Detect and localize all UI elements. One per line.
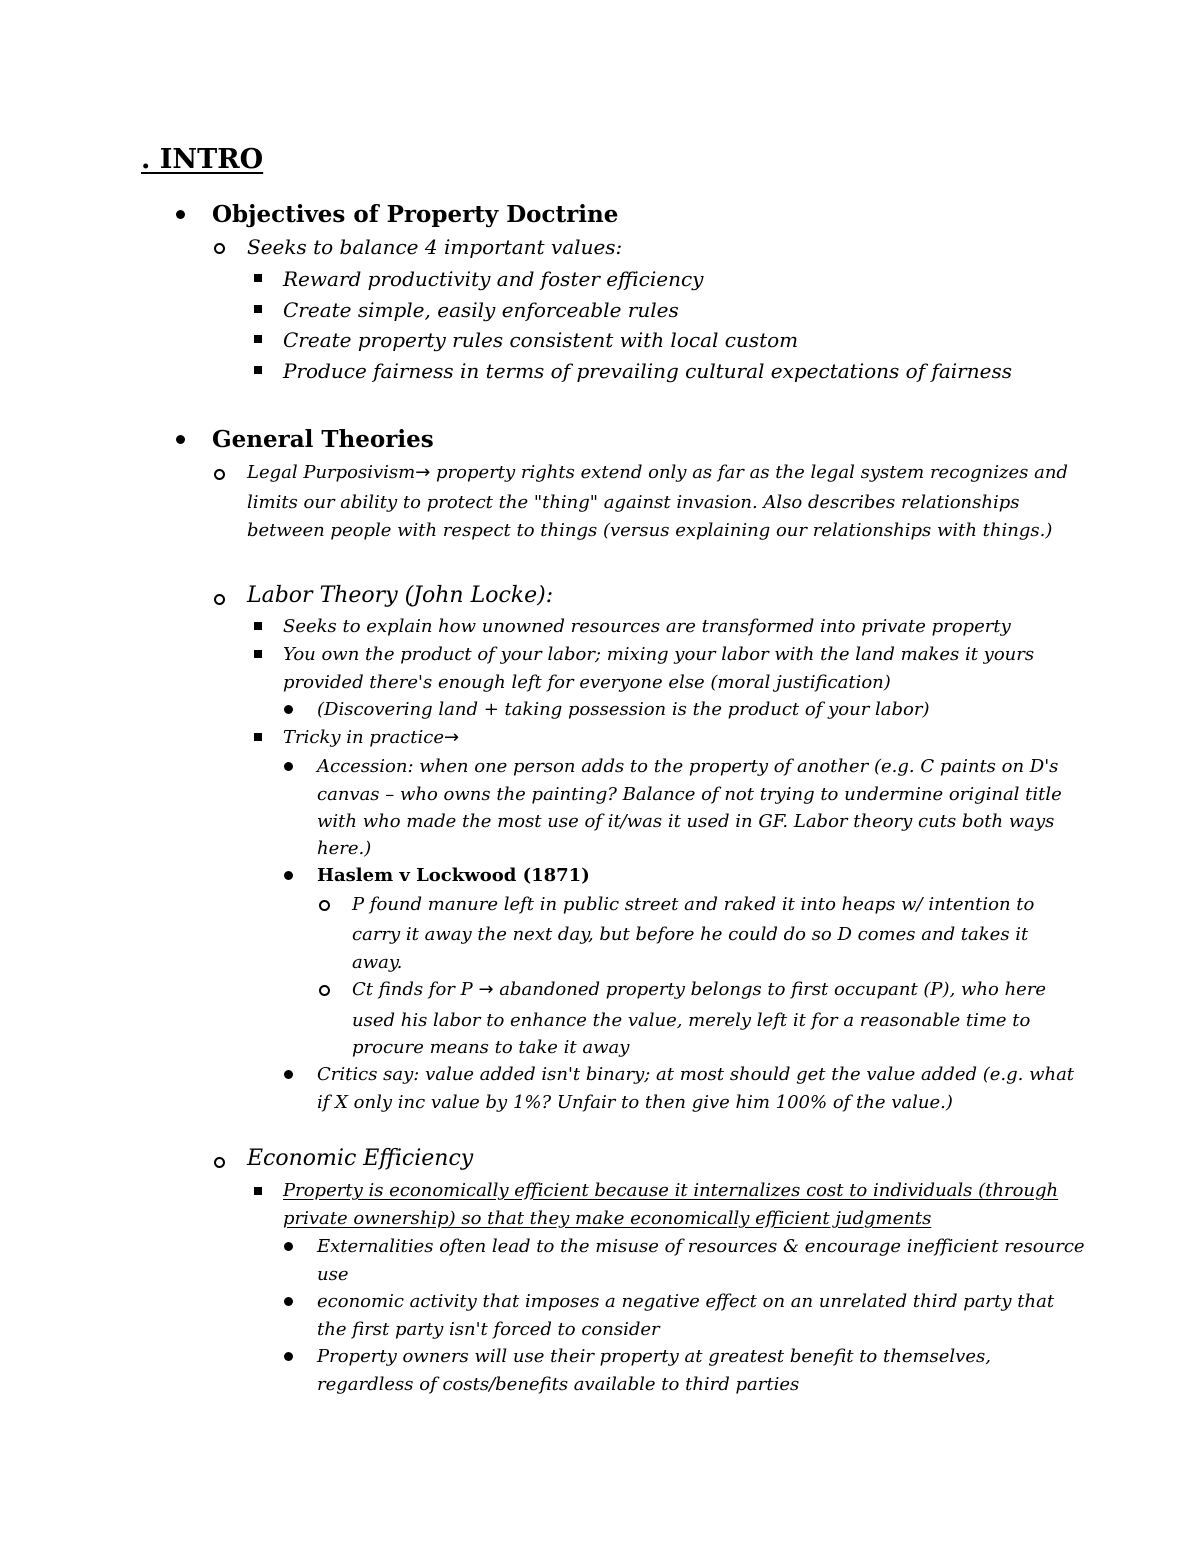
efficiency-point: regardless of costs/benefits available to third parties <box>317 1374 800 1395</box>
labor-theory-heading: Labor Theory (John Locke): <box>247 583 554 608</box>
legal-purposivism-line: between people with respect to things (versus explaining our relationships with things.) <box>247 520 1053 541</box>
disc-bullet <box>284 1242 293 1251</box>
tricky-in-practice: Tricky in practice→ <box>283 727 460 748</box>
disc-bullet <box>176 210 185 219</box>
efficiency-main-line: private ownership) so that they make economically efficient judgments <box>283 1208 932 1229</box>
disc-bullet <box>284 705 293 714</box>
circle-bullet <box>214 594 225 605</box>
case-facts-line: P found manure left in public street and raked it into heaps w/ intention to <box>352 894 1035 915</box>
circle-bullet <box>214 1157 225 1168</box>
disc-bullet <box>176 435 185 444</box>
square-bullet <box>254 733 262 741</box>
critics-line: if X only inc value by 1%? Unfair to then give him 100% of the value.) <box>317 1092 953 1113</box>
disc-bullet <box>284 871 293 880</box>
square-bullet <box>254 274 262 282</box>
circle-bullet <box>319 900 330 911</box>
value-item: Produce fairness in terms of prevailing cultural expectations of fairness <box>283 359 1012 383</box>
square-bullet <box>254 305 262 313</box>
labor-point: Seeks to explain how unowned resources are transformed into private property <box>283 616 1011 637</box>
case-holding-line: Ct finds for P → abandoned property belongs to first occupant (P), who here <box>352 979 1047 1000</box>
value-item: Reward productivity and foster efficiency <box>283 267 704 291</box>
economic-efficiency-heading: Economic Efficiency <box>247 1146 474 1171</box>
objectives-intro: Seeks to balance 4 important values: <box>247 235 623 259</box>
value-item: Create simple, easily enforceable rules <box>283 298 679 322</box>
labor-subpoint: (Discovering land + taking possession is the product of your labor) <box>317 699 930 720</box>
right-arrow-icon: → <box>415 462 431 483</box>
labor-point: provided there's enough left for everyone else (moral justification) <box>283 672 891 693</box>
legal-purposivism-line: Legal Purposivism→ property rights extend only as far as the legal system recognizes and <box>247 462 1068 483</box>
disc-bullet <box>284 1297 293 1306</box>
efficiency-point: economic activity that imposes a negative effect on an unrelated third party that <box>317 1291 1055 1312</box>
case-name: Haslem v Lockwood (1871) <box>317 865 590 886</box>
circle-bullet <box>214 243 225 254</box>
accession-line: here.) <box>317 838 372 859</box>
section-heading-general-theories: General Theories <box>212 426 434 453</box>
square-bullet <box>254 335 262 343</box>
square-bullet <box>254 1187 262 1195</box>
critics-line: Critics say: value added isn't binary; at most should get the value added (e.g. what <box>317 1064 1075 1085</box>
value-item: Create property rules consistent with local custom <box>283 328 799 352</box>
page-title: . INTRO <box>141 144 264 175</box>
right-arrow-icon: → <box>443 727 460 748</box>
accession-line: with who made the most use of it/was it used in GF. Labor theory cuts both ways <box>317 811 1055 832</box>
right-arrow-icon: → <box>478 979 494 1000</box>
case-holding-line: procure means to take it away <box>352 1037 630 1058</box>
efficiency-point: use <box>317 1264 349 1285</box>
efficiency-point: Property owners will use their property at greatest benefit to themselves, <box>317 1346 991 1367</box>
efficiency-main-line: Property is economically efficient because it internalizes cost to individuals (through <box>283 1180 1059 1201</box>
accession-line: Accession: when one person adds to the property of another (e.g. C paints on D's <box>317 756 1059 777</box>
disc-bullet <box>284 762 293 771</box>
disc-bullet <box>284 1070 293 1079</box>
circle-bullet <box>319 985 330 996</box>
case-holding-line: used his labor to enhance the value, merely left it for a reasonable time to <box>352 1010 1031 1031</box>
case-facts-line: away. <box>352 952 403 973</box>
case-facts-line: carry it away the next day, but before he could do so D comes and takes it <box>352 924 1029 945</box>
square-bullet <box>254 650 262 658</box>
efficiency-point: Externalities often lead to the misuse of resources & encourage inefficient resource <box>317 1236 1085 1257</box>
efficiency-point: the first party isn't forced to consider <box>317 1319 660 1340</box>
circle-bullet <box>214 469 225 480</box>
labor-point: You own the product of your labor; mixing your labor with the land makes it yours <box>283 644 1035 665</box>
accession-line: canvas – who owns the painting? Balance of not trying to undermine original title <box>317 784 1062 805</box>
legal-purposivism-line: limits our ability to protect the "thing" against invasion. Also describes relationships <box>247 492 1020 513</box>
square-bullet <box>254 366 262 374</box>
section-heading-objectives: Objectives of Property Doctrine <box>212 201 619 228</box>
disc-bullet <box>284 1352 293 1361</box>
square-bullet <box>254 622 262 630</box>
